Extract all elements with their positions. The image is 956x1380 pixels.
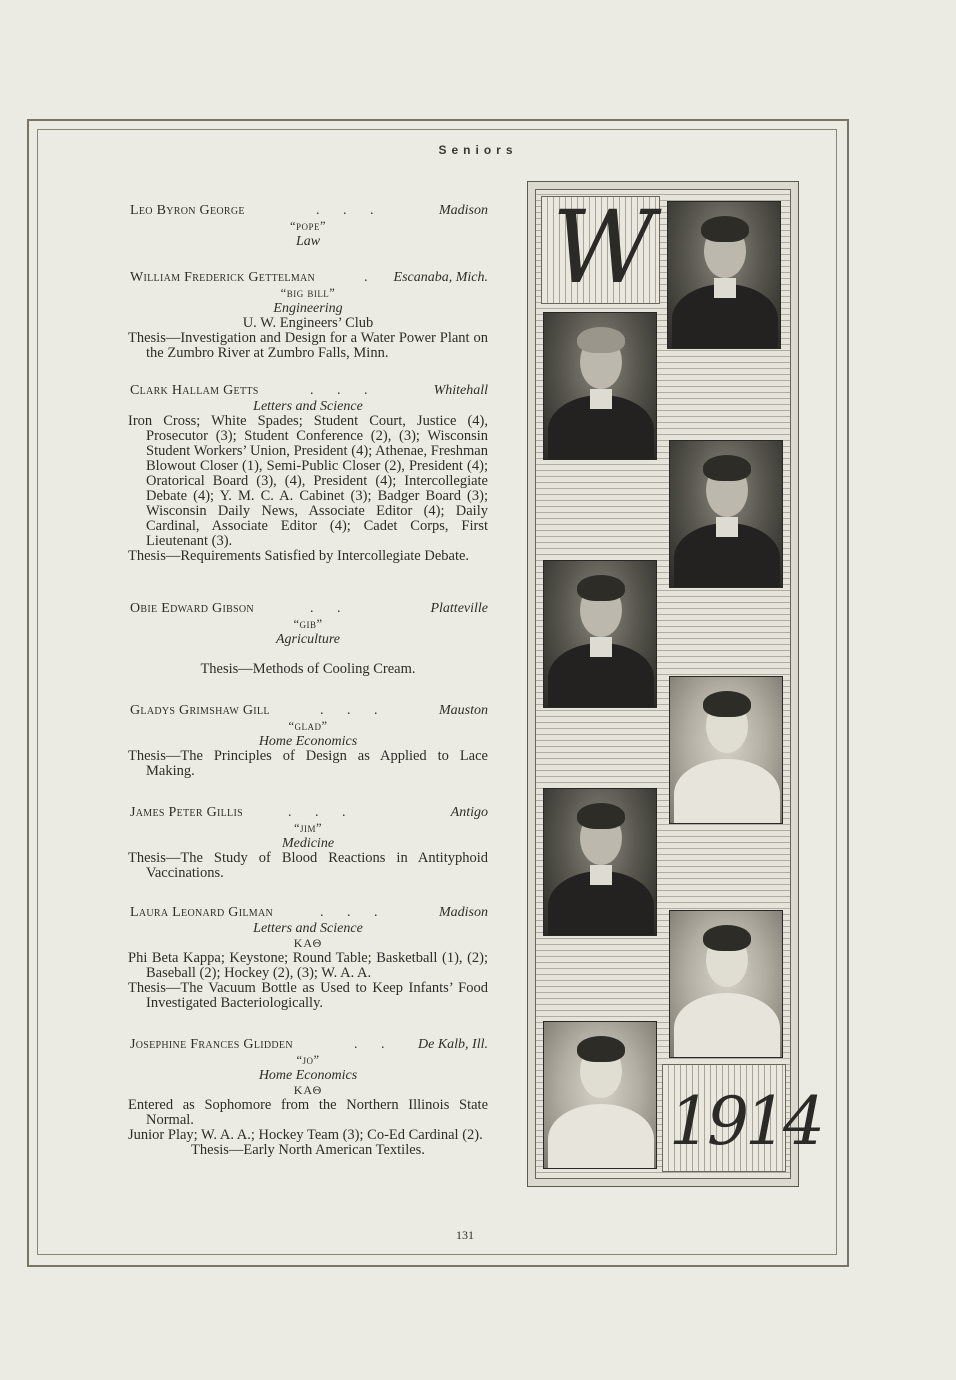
entry-town: Antigo	[450, 805, 488, 820]
portrait-photo-gilman	[669, 910, 783, 1058]
entry-town: Madison	[439, 905, 488, 920]
entry-course: Agriculture	[275, 632, 341, 647]
entry-name: James Peter Gillis	[130, 805, 243, 820]
entry-thesis: Thesis—Methods of Cooling Cream.	[200, 661, 416, 677]
entry-town: De Kalb, Ill.	[418, 1037, 488, 1052]
entry-name: Laura Leonard Gilman	[130, 905, 273, 920]
entry-activities: Phi Beta Kappa; Keystone; Round Table; Basketball (1), (2); Baseball (2); Hockey (2), (3); W. A. A.	[128, 950, 488, 981]
entry-name: Josephine Frances Glidden	[130, 1037, 293, 1052]
leader-dots: . . .	[316, 203, 384, 218]
portrait-photo-gibson	[543, 560, 657, 708]
leader-dots: . .	[354, 1037, 395, 1052]
year-numerals: 1914	[669, 1083, 821, 1160]
entry-name: William Frederick Gettelman	[130, 270, 316, 285]
leader-dots: . . .	[320, 703, 388, 718]
entry-thesis: Thesis—Early North American Textiles.	[191, 1142, 425, 1158]
decorative-monogram-panel	[541, 189, 660, 306]
entry-course: Home Economics	[258, 734, 358, 749]
leader-dots: . . .	[288, 805, 356, 820]
entry-thesis: Thesis—The Vacuum Bottle as Used to Keep Infants’ Food Investigated Bacteriologically.	[128, 980, 488, 1011]
entry-nickname: “gib”	[293, 617, 323, 631]
entry-fraternity: ΚΑΘ	[293, 1083, 323, 1097]
entry-town: Mauston	[439, 703, 488, 718]
entry-josephine-glidden	[128, 1037, 488, 1158]
entry-course: Letters and Science	[253, 399, 363, 414]
entry-town: Madison	[439, 203, 488, 218]
entry-course: Letters and Science	[253, 921, 363, 936]
entry-name: Gladys Grimshaw Gill	[130, 703, 270, 718]
entry-town: Whitehall	[433, 383, 488, 398]
entry-activities: Entered as Sophomore from the Northern Illinois State Normal.	[128, 1097, 488, 1128]
monogram-letter: W	[552, 189, 655, 306]
entry-nickname: “glad”	[288, 719, 328, 733]
portrait-photo-george	[667, 201, 781, 349]
entry-name: Clark Hallam Getts	[130, 383, 259, 398]
page-number: 131	[456, 1228, 474, 1242]
entry-activities-2: Junior Play; W. A. A.; Hockey Team (3); Co-Ed Cardinal (2).	[128, 1127, 483, 1143]
entry-fraternity: ΚΑΘ	[293, 936, 323, 950]
entry-laura-gilman	[128, 905, 488, 1011]
leader-dots: . . .	[320, 905, 388, 920]
portrait-photo-getts	[669, 440, 783, 588]
portrait-photo-glidden	[543, 1021, 657, 1169]
entry-name: Leo Byron George	[130, 203, 245, 218]
entry-thesis: Thesis—The Principles of Design as Applied to Lace Making.	[128, 748, 488, 779]
entry-course: Home Economics	[258, 1068, 358, 1083]
entry-nickname: “jim”	[293, 821, 323, 835]
entry-gladys-gill	[128, 703, 488, 779]
entry-nickname: “pope”	[289, 219, 327, 233]
entry-william-gettelman	[128, 270, 488, 361]
decorative-year-panel	[662, 1064, 821, 1172]
entry-james-gillis	[128, 805, 488, 881]
leader-dots: . . .	[310, 383, 378, 398]
entry-thesis: Thesis—The Study of Blood Reactions in Antityphoid Vaccinations.	[128, 850, 488, 881]
entry-activities: Iron Cross; White Spades; Student Court, Justice (4), Prosecutor (3); Student Conference (2), (3); Wisconsin Student Workers’ Union, President (4); Athenae, Freshman Blowout Closer (1), Semi-Public Closer (2), President (4); Oratorical Board (3), (4), President (4); Intercollegiate Debate (4); Y. M. C. A. Cabinet (3); Badger Board (3); Wisconsin Daily News, Associate Editor (4); Daily Cardinal, Associate Editor (4); Cadet Corps, First Lieutenant (3).	[128, 413, 488, 549]
entry-leo-george	[128, 203, 488, 249]
section-title: Seniors	[438, 143, 518, 157]
entry-nickname: “jo”	[296, 1053, 320, 1067]
entry-obie-gibson	[128, 601, 488, 677]
entry-course: Engineering	[273, 301, 343, 316]
entry-town: Platteville	[430, 601, 488, 616]
entry-activities: U. W. Engineers’ Club	[242, 315, 374, 331]
entry-nickname: “big bill”	[280, 286, 336, 300]
entry-clark-getts	[128, 383, 488, 564]
leader-dots: . .	[310, 601, 351, 616]
entry-course: Medicine	[281, 836, 335, 851]
portrait-photo-gill	[669, 676, 783, 824]
entry-thesis: Thesis—Requirements Satisfied by Intercollegiate Debate.	[128, 548, 470, 564]
entry-course: Law	[295, 234, 321, 249]
entry-thesis: Thesis—Investigation and Design for a Water Power Plant on the Zumbro River at Zumbro Falls, Minn.	[128, 330, 488, 361]
entry-town: Escanaba, Mich.	[393, 270, 488, 285]
leader-dots: .	[364, 270, 378, 285]
portrait-photo-gillis	[543, 788, 657, 936]
portrait-photo-gettelman	[543, 312, 657, 460]
entry-name: Obie Edward Gibson	[130, 601, 254, 616]
